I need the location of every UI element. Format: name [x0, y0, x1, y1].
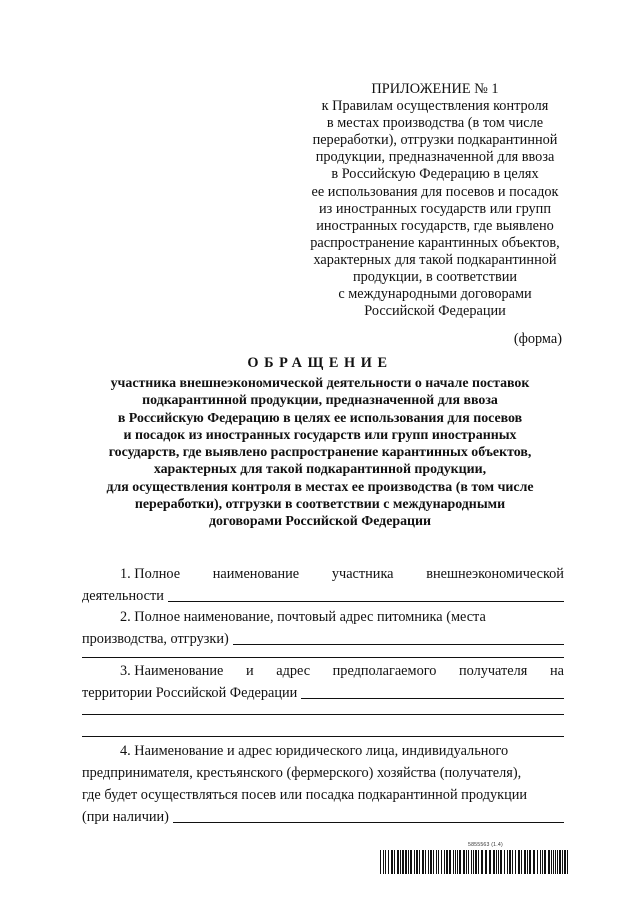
field-participant-name — [82, 563, 564, 607]
subtitle-line: и посадок из иностранных государств или групп иностранных — [123, 427, 517, 443]
field-4-label-cont: предпринимателя, крестьянского (фермерского) хозяйства (получателя), — [82, 765, 522, 781]
subtitle-line: государств, где выявлено распространение карантинных объектов, — [108, 445, 532, 461]
legal-entity-input-line[interactable] — [173, 806, 564, 823]
document-title: ОБРАЩЕНИЕ — [247, 355, 393, 371]
field-2-label: 2. Полное наименование, почтовый адрес питомника (места — [120, 609, 486, 625]
subtitle-line: подкарантинной продукции, предназначенной для ввоза — [142, 393, 498, 409]
field-1-label: 1. Полное наименование участника внешнеэкономической — [120, 566, 564, 582]
appendix-line: распространение карантинных объектов, — [310, 234, 560, 251]
appendix-line: из иностранных государств или групп — [319, 200, 551, 217]
document-subtitle — [40, 375, 600, 531]
field-4-label: 4. Наименование и адрес юридического лица, индивидуального — [120, 743, 509, 759]
appendix-header — [275, 81, 595, 320]
participant-name-input-line[interactable] — [168, 585, 564, 602]
subtitle-line: переработки), отгрузки в соответствии с международными — [134, 497, 506, 513]
field-2-entry: производства, отгрузки) — [82, 628, 564, 650]
appendix-line: к Правилам осуществления контроля — [321, 98, 549, 115]
field-4-label-cont: где будет осуществляться посев или посадка подкарантинной продукции — [82, 787, 528, 803]
nursery-address-input-line[interactable] — [233, 628, 564, 645]
form-label: (форма) — [513, 331, 562, 347]
subtitle-line: участника внешнеэкономической деятельности о начале поставок — [110, 376, 530, 391]
appendix-line: с международными договорами — [338, 286, 532, 303]
recipient-input-line[interactable] — [301, 682, 564, 699]
appendix-line: Российской Федерации — [364, 303, 506, 320]
field-4-entry: (при наличии) — [82, 806, 564, 828]
barcode-icon — [380, 850, 570, 874]
field-3-label: 3. Наименование и адрес предполагаемого получателя на — [120, 663, 564, 679]
appendix-line: в местах производства (в том числе — [326, 115, 544, 132]
barcode-caption: 5855563 (1.4) — [468, 842, 503, 848]
field-3-entry: территории Российской Федерации — [82, 682, 564, 704]
recipient-extra-line-1[interactable] — [82, 714, 564, 715]
appendix-title: ПРИЛОЖЕНИЕ № 1 — [371, 81, 499, 97]
appendix-line: продукции, предназначенной для ввоза — [315, 149, 555, 166]
appendix-line: иностранных государств, где выявлено — [316, 217, 554, 234]
subtitle-line: характерных для такой подкарантинной продукции, — [153, 462, 487, 478]
subtitle-line: в Российскую Федерацию в целях ее использования для посевов — [117, 410, 523, 426]
field-1-entry: деятельности — [82, 585, 564, 607]
appendix-line: характерных для такой подкарантинной — [313, 251, 557, 268]
appendix-line: ее использования для посевов и посадок — [311, 183, 559, 200]
subtitle-line: договорами Российской Федерации — [208, 514, 432, 530]
recipient-extra-line-2[interactable] — [82, 736, 564, 737]
field-legal-entity — [82, 740, 564, 828]
appendix-line: переработки), отгрузки подкарантинной — [312, 132, 558, 149]
nursery-address-extra-line[interactable] — [82, 657, 564, 658]
field-recipient — [82, 660, 564, 704]
appendix-line: в Российскую Федерацию в целях — [331, 166, 539, 183]
subtitle-line: для осуществления контроля в местах ее производства (в том числе — [106, 479, 534, 495]
field-nursery-address — [82, 606, 564, 650]
appendix-line: продукции, в соответствии — [352, 269, 518, 286]
